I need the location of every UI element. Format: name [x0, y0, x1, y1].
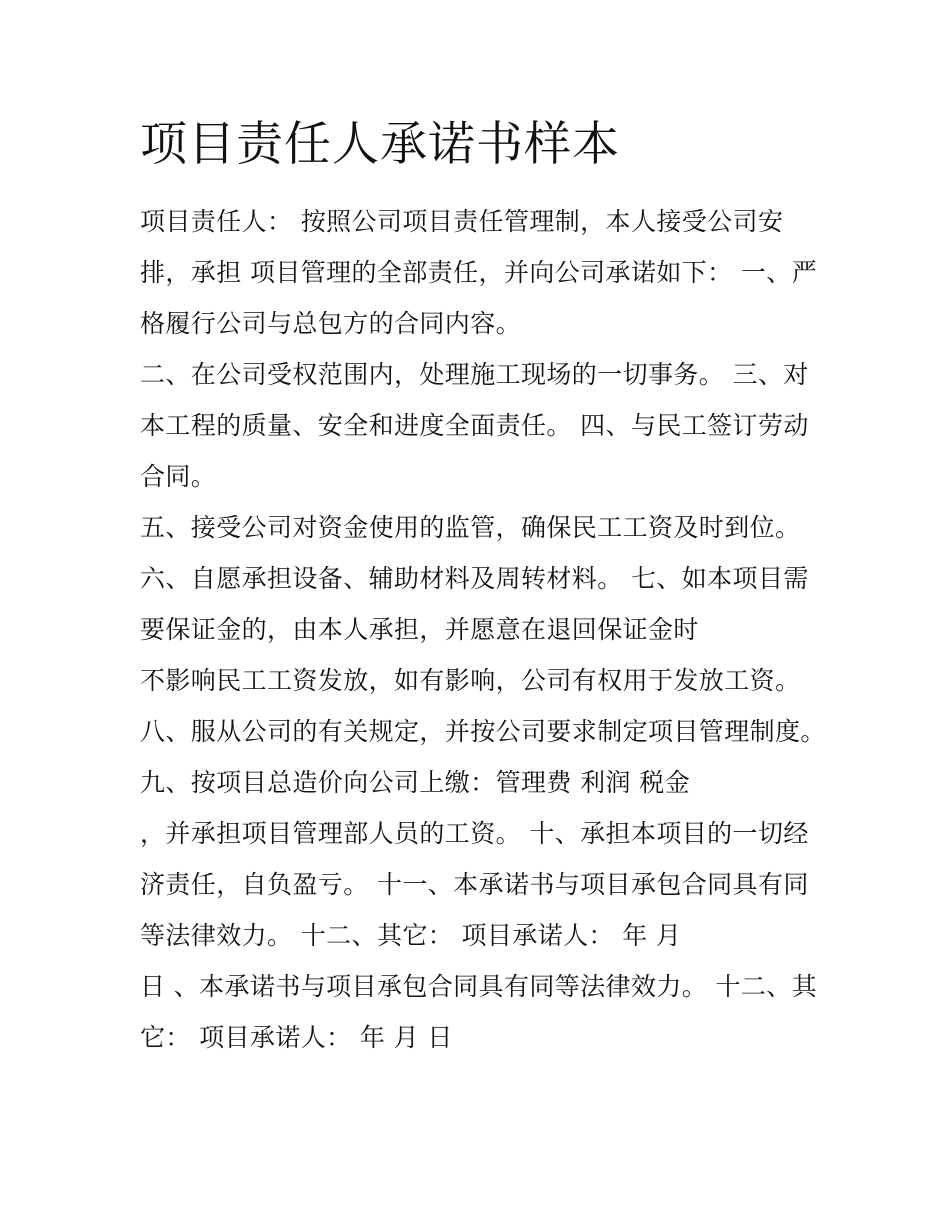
body-line: 八、服从公司的有关规定，并按公司要求制定项目管理制度。 [140, 717, 826, 746]
body-line: 本工程的质量、安全和进度全面责任。 四、与民工签订劳动 [140, 411, 809, 440]
body-line: 等法律效力。 十二、其它： 项目承诺人： 年 月 [140, 921, 682, 950]
body-line: ，并承担项目管理部人员的工资。 十、承担本项目的一切经 [140, 819, 809, 848]
document-body [140, 196, 826, 1063]
body-line: 济责任，自负盈亏。 十一、本承诺书与项目承包合同具有同 [140, 870, 809, 899]
body-line: 九、按项目总造价向公司上缴：管理费 利润 税金 [140, 768, 691, 797]
body-line: 合同。 [140, 462, 217, 491]
body-line: 不影响民工工资发放，如有影响，公司有权用于发放工资。 [140, 666, 801, 695]
body-line: 二、在公司受权范围内，处理施工现场的一切事务。 三、对 [140, 360, 809, 389]
body-line: 项目责任人： 按照公司项目责任管理制，本人接受公司安 [140, 207, 784, 236]
body-line: 要保证金的，由本人承担，并愿意在退回保证金时 [140, 615, 699, 644]
body-line: 五、接受公司对资金使用的监管，确保民工工资及时到位。 [140, 513, 801, 542]
body-line: 格履行公司与总包方的合同内容。 [140, 309, 522, 338]
body-line: 排，承担 项目管理的全部责任，并向公司承诺如下： 一、严 [140, 258, 818, 287]
body-line: 日 、本承诺书与项目承包合同具有同等法律效力。 十二、其 [140, 972, 818, 1001]
body-line: 六、自愿承担设备、辅助材料及周转材料。 七、如本项目需 [140, 564, 809, 593]
document-title: 项目责任人承诺书样本 [140, 117, 620, 172]
body-line: 它： 项目承诺人： 年 月 日 [140, 1023, 453, 1052]
